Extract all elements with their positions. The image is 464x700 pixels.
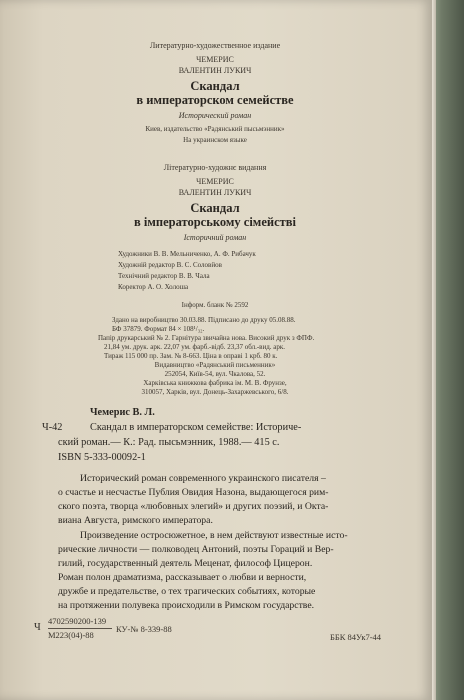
ua-series: Літературно-художнє видання xyxy=(163,163,267,172)
ua-author: ЧЕМЕРИС xyxy=(196,177,234,186)
fraction-bar xyxy=(48,628,112,629)
abstract-line: на протяжении полувека происходили в Римском государстве. xyxy=(58,600,315,611)
abstract-line: Исторический роман современного украинского писателя – xyxy=(80,473,326,484)
footer-ku-number: КУ-№ 8-339-88 xyxy=(116,624,172,634)
ua-author-name: ВАЛЕНТИН ЛУКИЧ xyxy=(178,188,252,197)
abstract-line: Роман полон драматизма, рассказывает о любви и верности, xyxy=(58,572,307,583)
imprint-line: 310057, Харків, вул. Донець-Захаржевського, 6/8. xyxy=(141,388,289,396)
imprint-inform: Інформ. бланк № 2592 xyxy=(181,301,249,309)
abstract-line: рические личности — полководец Антоний, поэты Гораций и Вер- xyxy=(58,544,334,555)
imprint-line: Харківська книжкова фабрика ім. М. В. Фрунзе, xyxy=(143,379,287,387)
footer-fraction-top: 4702590200-139 xyxy=(48,616,107,626)
ru-author-name: ВАЛЕНТИН ЛУКИЧ xyxy=(178,66,252,75)
imprint-line: 21,84 ум. друк. арк. 22,07 ум. фарб.-відб. 23,37 обл.-вид. арк. xyxy=(104,343,286,351)
ru-title-line-2: в императорском семействе xyxy=(136,93,294,107)
ru-language: На украинском языке xyxy=(183,136,247,144)
ua-genre: Історичний роман xyxy=(183,233,247,242)
credit-tech-editor: Технічний редактор В. В. Чала xyxy=(118,272,210,280)
catalog-code: Ч-42 xyxy=(42,422,63,433)
ru-genre: Исторический роман xyxy=(178,111,252,120)
ru-publisher: Киев, издательство «Радянський пысьмэнник» xyxy=(145,125,285,133)
abstract-line: Произведение остросюжетное, в нем действуют известные исто- xyxy=(80,530,348,541)
credit-art-editor: Художній редактор В. С. Соловйов xyxy=(118,261,222,269)
footer-letter: Ч xyxy=(34,622,41,633)
imprint-line: Папір друкарський № 2. Гарнітура звичайна нова. Високий друк з ФПФ. xyxy=(98,334,315,342)
ua-title-line-2: в імператорському сімействі xyxy=(134,215,296,229)
abstract-line: о счастье и несчастье Публия Овидия Назона, выдающегося рим- xyxy=(58,487,329,498)
catalog-author-heading: Чемерис В. Л. xyxy=(90,407,155,418)
catalog-isbn: ISBN 5-333-00092-1 xyxy=(58,452,146,463)
imprint-line: 252054, Київ-54, вул. Чкалова, 52. xyxy=(164,370,266,378)
catalog-entry-line-2: ский роман.— К.: Рад. пысьмэнник, 1988.— 415 с. xyxy=(58,437,280,448)
ru-series: Литературно-художественное издание xyxy=(149,41,281,50)
abstract-line: ского поэта, творца «любовных элегий» и других поэзий, и Окта- xyxy=(58,501,329,512)
footer-fraction-bottom: М223(04)-88 xyxy=(48,630,94,640)
ua-title-line-1: Скандал xyxy=(190,201,240,215)
catalog-entry-line-1: Скандал в императорском семействе: Историче- xyxy=(90,422,302,433)
footer-bbk: ББК 84Ук7-44 xyxy=(330,632,382,642)
imprint-line: Тираж 115 000 пр. Зам. № 8-663. Ціна в оправі 1 крб. 80 к. xyxy=(104,352,278,360)
abstract-line: виана Августа, римского императора. xyxy=(58,515,213,526)
imprint-line: Здано на виробництво 30.03.88. Підписано до друку 05.08.88. xyxy=(112,316,296,324)
ru-title-line-1: Скандал xyxy=(190,79,240,93)
abstract-line: дружбе и предательстве, о тех трагических событиях, которые xyxy=(58,586,316,597)
imprint-line: Видавництво «Радянський письменник» xyxy=(154,361,276,369)
credit-proofreader: Коректор А. О. Холоша xyxy=(118,283,189,291)
book-cover-edge xyxy=(432,0,464,700)
imprint-line: БФ 37879. Формат 84 × 108¹/₃₂. xyxy=(112,325,205,333)
ru-author: ЧЕМЕРИС xyxy=(196,55,234,64)
credit-artists: Художники В. В. Мельниченко, А. Ф. Рибачук xyxy=(118,250,256,258)
abstract-line: гилий, государственный деятель Меценат, философ Цицерон. xyxy=(58,558,313,569)
page-edge xyxy=(432,0,436,700)
